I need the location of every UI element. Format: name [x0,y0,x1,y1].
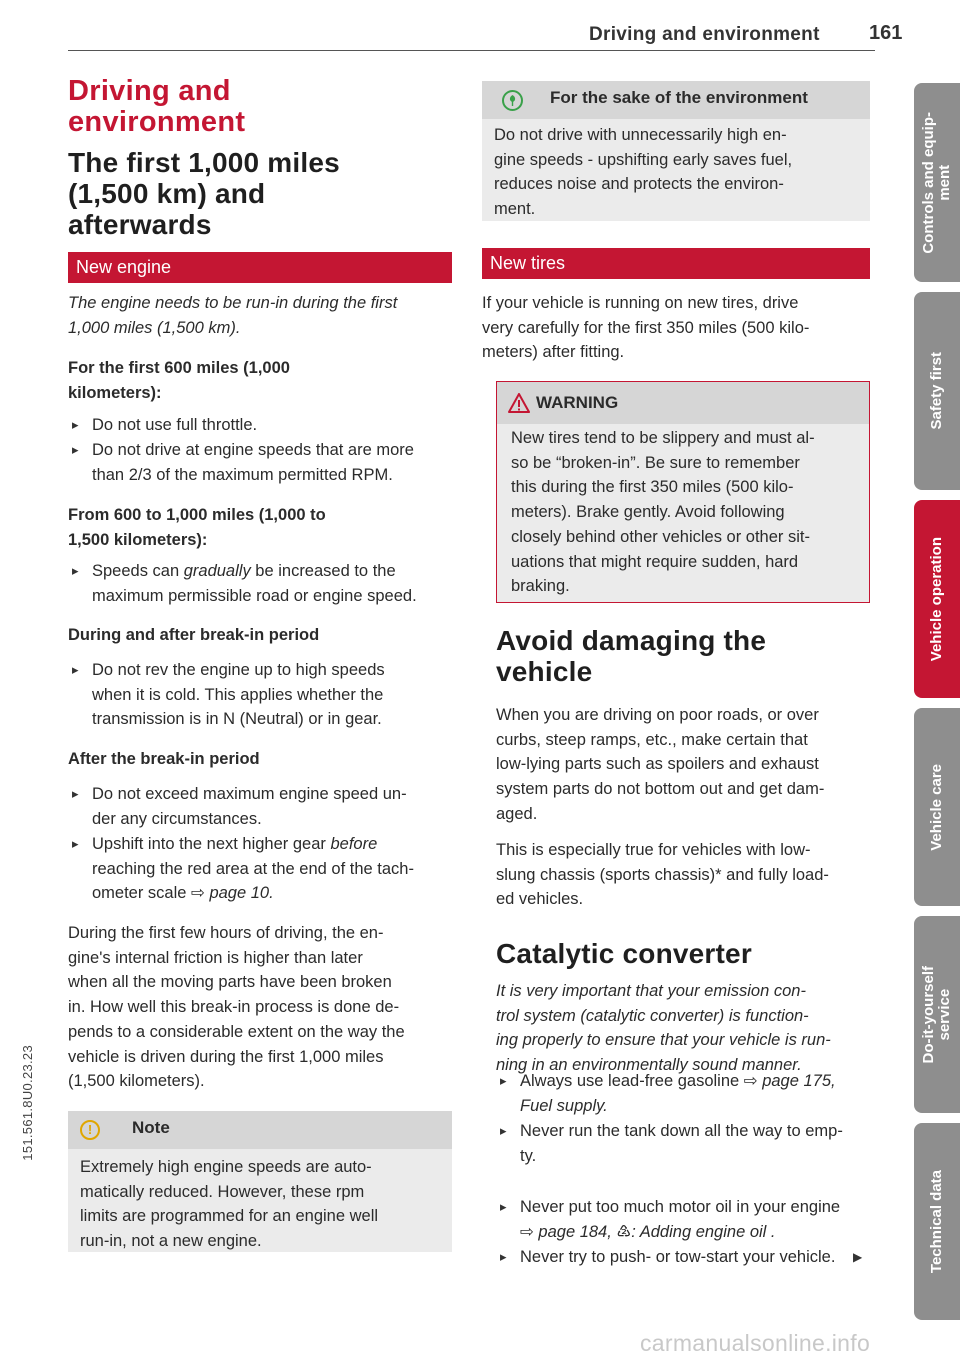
tab-technical-data[interactable] [914,1123,960,1320]
paragraph-line-1: During the first few hours of driving, the en- [68,924,384,942]
subsection-title-line-3: afterwards [68,209,212,240]
bullet-speeds-line-2: maximum permissible road or engine speed. [92,586,417,605]
warn-line-7: braking. [511,577,570,596]
warn-line-2: so be “broken-in”. Be sure to remember [511,453,800,472]
env-line-4: ment. [494,200,536,219]
warning-box [496,381,870,603]
bullet-motor-oil [496,1195,870,1244]
cat-line-4: ning in an environmentally sound manner. [496,1056,802,1075]
warn-line-1: New tires tend to be slippery and must al- [511,429,815,447]
cat-line-2: trol system (catalytic converter) is function- [496,1006,809,1025]
note-box [68,1111,452,1252]
tab-label-wrap-1 [914,83,960,282]
env-line-1: Do not drive with unnecessarily high en- [494,126,787,144]
bullet-rev-cold-line-1: Do not rev the engine up to high speeds [92,661,385,679]
tab-label-wrap-2 [914,292,960,490]
avoid-damaging-title [496,625,766,687]
bullet-max-speed-line-2: der any circumstances. [92,809,262,828]
bullet-push-start-text: Never try to push- or tow-start your vehicle. [520,1248,836,1266]
intro-line-2: 1,000 miles (1,500 km). [68,318,241,337]
header-title: Driving and environment [589,24,820,45]
bullet-motor-oil-line-1: Never put too much motor oil in your engine [520,1198,841,1216]
avoid-p2-line-3: ed vehicles. [496,890,584,909]
bullet-rev-cold-line-2: when it is cold. This applies whether the [92,685,384,704]
bullet-rev-cold [68,658,452,732]
warn-line-5: closely behind other vehicles or other sit- [511,527,810,546]
bullet-upshift-line-2: reaching the red area at the end of the tach- [92,859,414,878]
bullet-engine-speeds-line-2: than 2/3 of the maximum permitted RPM. [92,465,393,484]
avoid-paragraph-2 [496,838,870,912]
bullet-speeds-em: gradually [183,562,251,580]
tab-label-wrap-4 [914,708,960,906]
bullet-speeds-post: be increased to the [250,562,396,580]
new-engine-intro [68,291,452,340]
avoid-title-line-2: vehicle [496,656,593,687]
tab-vehicle-care[interactable] [914,708,960,906]
bullet-engine-speeds-line-1: Do not drive at engine speeds that are more [92,441,414,459]
warning-header [497,382,869,424]
section-title-line-1: Driving and [68,75,231,107]
catalytic-converter-title: Catalytic converter [496,938,752,969]
new-tires-bar: New tires [482,248,870,279]
paragraph-line-7: (1,500 kilometers). [68,1072,205,1091]
new-tires-text [482,291,870,365]
subheading-600-to-1000-line-2: 1,500 kilometers): [68,530,208,549]
section-title-line-2: environment [68,106,246,138]
note-text [80,1155,440,1254]
bullet-upshift-em: before [330,835,378,853]
tab-label-wrap-5 [914,916,960,1113]
warn-line-6: uations that might require sudden, hard [511,552,799,571]
note-line-2: matically reduced. However, these rpm [80,1182,365,1201]
warning-triangle-icon [508,393,530,413]
tab-safety-first[interactable] [914,292,960,490]
tab-label-wrap-6 [914,1123,960,1320]
bullet-lead-free-line-2: Fuel supply. [520,1096,608,1115]
tires-line-3: meters) after fitting. [482,343,625,362]
avoid-title-line-1: Avoid damaging the [496,625,767,656]
bullet-push-start [496,1245,870,1270]
tab-controls-and-equipment[interactable] [914,83,960,282]
subsection-title-line-1: The first 1,000 miles [68,147,340,178]
cat-line-3: ing properly to ensure that your vehicle is run- [496,1031,831,1050]
avoid-p1-line-3: low-lying parts such as spoilers and exhaust [496,755,819,774]
cat-line-1: It is very important that your emission con- [496,982,806,1000]
tires-line-1: If your vehicle is running on new tires, drive [482,294,799,312]
header-rule [68,50,875,51]
tab-label-vehicle-care: Vehicle care [928,763,945,851]
bullet-tank-line-2: ty. [520,1146,537,1165]
page-10-link[interactable]: ⇨ page 10. [191,884,274,903]
bullet-tank-line-1: Never run the tank down all the way to emp- [520,1122,843,1140]
subheading-first-600-line-1: For the first 600 miles (1,000 [68,359,290,377]
subheading-600-to-1000 [68,503,326,552]
environment-title: For the sake of the environment [550,88,808,107]
env-line-3: reduces noise and protects the environ- [494,175,784,194]
subheading-600-to-1000-line-1: From 600 to 1,000 miles (1,000 to [68,506,326,524]
tires-line-2: very carefully for the first 350 miles (500 kilo- [482,318,810,337]
subheading-first-600-line-2: kilometers): [68,383,162,402]
bullet-speeds-gradually [68,559,452,608]
warning-title: WARNING [536,393,619,412]
subheading-first-600 [68,356,290,405]
paragraph-line-3: when all the moving parts have been broken [68,973,392,992]
watermark-text: carmanualsonline.info [640,1330,871,1356]
paragraph-line-5: pends to a considerable extent on the way the [68,1022,405,1041]
subheading-after-break-in: After the break-in period [68,750,260,768]
bullet-upshift [68,832,452,906]
avoid-p1-line-1: When you are driving on poor roads, or over [496,706,819,724]
paragraph-line-4: in. How well this break-in process is done de- [68,998,400,1017]
env-line-2: gine speeds - upshifting early saves fuel, [494,150,793,169]
avoid-p1-line-5: aged. [496,804,538,823]
tab-label-vehicle-operation: Vehicle operation [928,536,945,662]
tab-label-technical-data: Technical data [928,1169,945,1274]
bullet-lead-free-pre: Always use lead-free gasoline [520,1072,744,1090]
subheading-during-after: During and after break-in period [68,626,320,644]
environment-text [494,123,858,222]
note-title: Note [132,1118,170,1137]
note-line-3: limits are programmed for an engine well [80,1207,379,1226]
bullet-upshift-line-3: ometer scale [92,884,192,903]
avoid-p1-line-2: curbs, steep ramps, etc., make certain that [496,730,808,749]
warn-line-4: meters). Brake gently. Avoid following [511,503,785,522]
bullet-speeds-pre: Speeds can [92,562,184,580]
page-184-link[interactable]: ⇨ page 184, ♴: Adding engine oil . [520,1222,776,1241]
new-engine-bar: New engine [68,252,452,283]
page-175-link[interactable]: ⇨ page 175, [743,1072,836,1090]
bullet-lead-free [496,1069,870,1118]
tab-label-wrap-3 [914,500,960,698]
document-code: 151.561.8U0.23.23 [20,1045,35,1161]
bullet-max-speed-line-1: Do not exceed maximum engine speed un- [92,785,407,803]
note-line-4: run-in, not a new engine. [80,1232,262,1251]
tab-label-safety: Safety first [928,352,945,430]
bullet-rev-cold-line-3: transmission is in N (Neutral) or in gear. [92,710,382,729]
warning-text [511,426,857,599]
break-in-paragraph [68,921,452,1094]
bullet-tank [496,1119,870,1168]
section-title [68,76,245,138]
catalytic-intro [496,979,870,1078]
bullet-max-speed [68,782,452,831]
tab-label-controls: Controls and equip- ment [920,111,953,254]
environment-header [482,81,870,119]
note-line-1: Extremely high engine speeds are auto- [80,1158,372,1176]
page-number: 161 [869,22,903,44]
tab-do-it-yourself-service[interactable] [914,916,960,1113]
avoid-paragraph-1 [496,703,870,827]
intro-line-1: The engine needs to be run-in during the first [68,294,398,312]
subsection-title-line-2: (1,500 km) and [68,178,266,209]
tab-label-diy: Do-it-yourself service [920,965,953,1064]
note-header [68,1111,452,1149]
warn-line-3: this during the first 350 miles (500 kilo- [511,478,794,497]
tab-vehicle-operation[interactable] [914,500,960,698]
note-icon: ! [80,1120,100,1140]
continue-arrow-icon: ▶ [853,1250,863,1264]
avoid-p1-line-4: system parts do not bottom out and get dam- [496,780,825,799]
bullet-engine-speeds [68,438,452,487]
paragraph-line-2: gine's internal friction is higher than later [68,948,363,967]
paragraph-line-6: vehicle is driven during the first 1,000 miles [68,1047,384,1066]
avoid-p2-line-2: slung chassis (sports chassis)* and fully load- [496,865,829,884]
bullet-full-throttle: ▸ Do not use full throttle. [68,413,452,438]
environment-icon [502,90,523,111]
avoid-p2-line-1: This is especially true for vehicles with low- [496,841,811,859]
subsection-title [68,147,340,240]
environment-box [482,81,870,221]
bullet-upshift-pre: Upshift into the next higher gear [92,835,331,853]
